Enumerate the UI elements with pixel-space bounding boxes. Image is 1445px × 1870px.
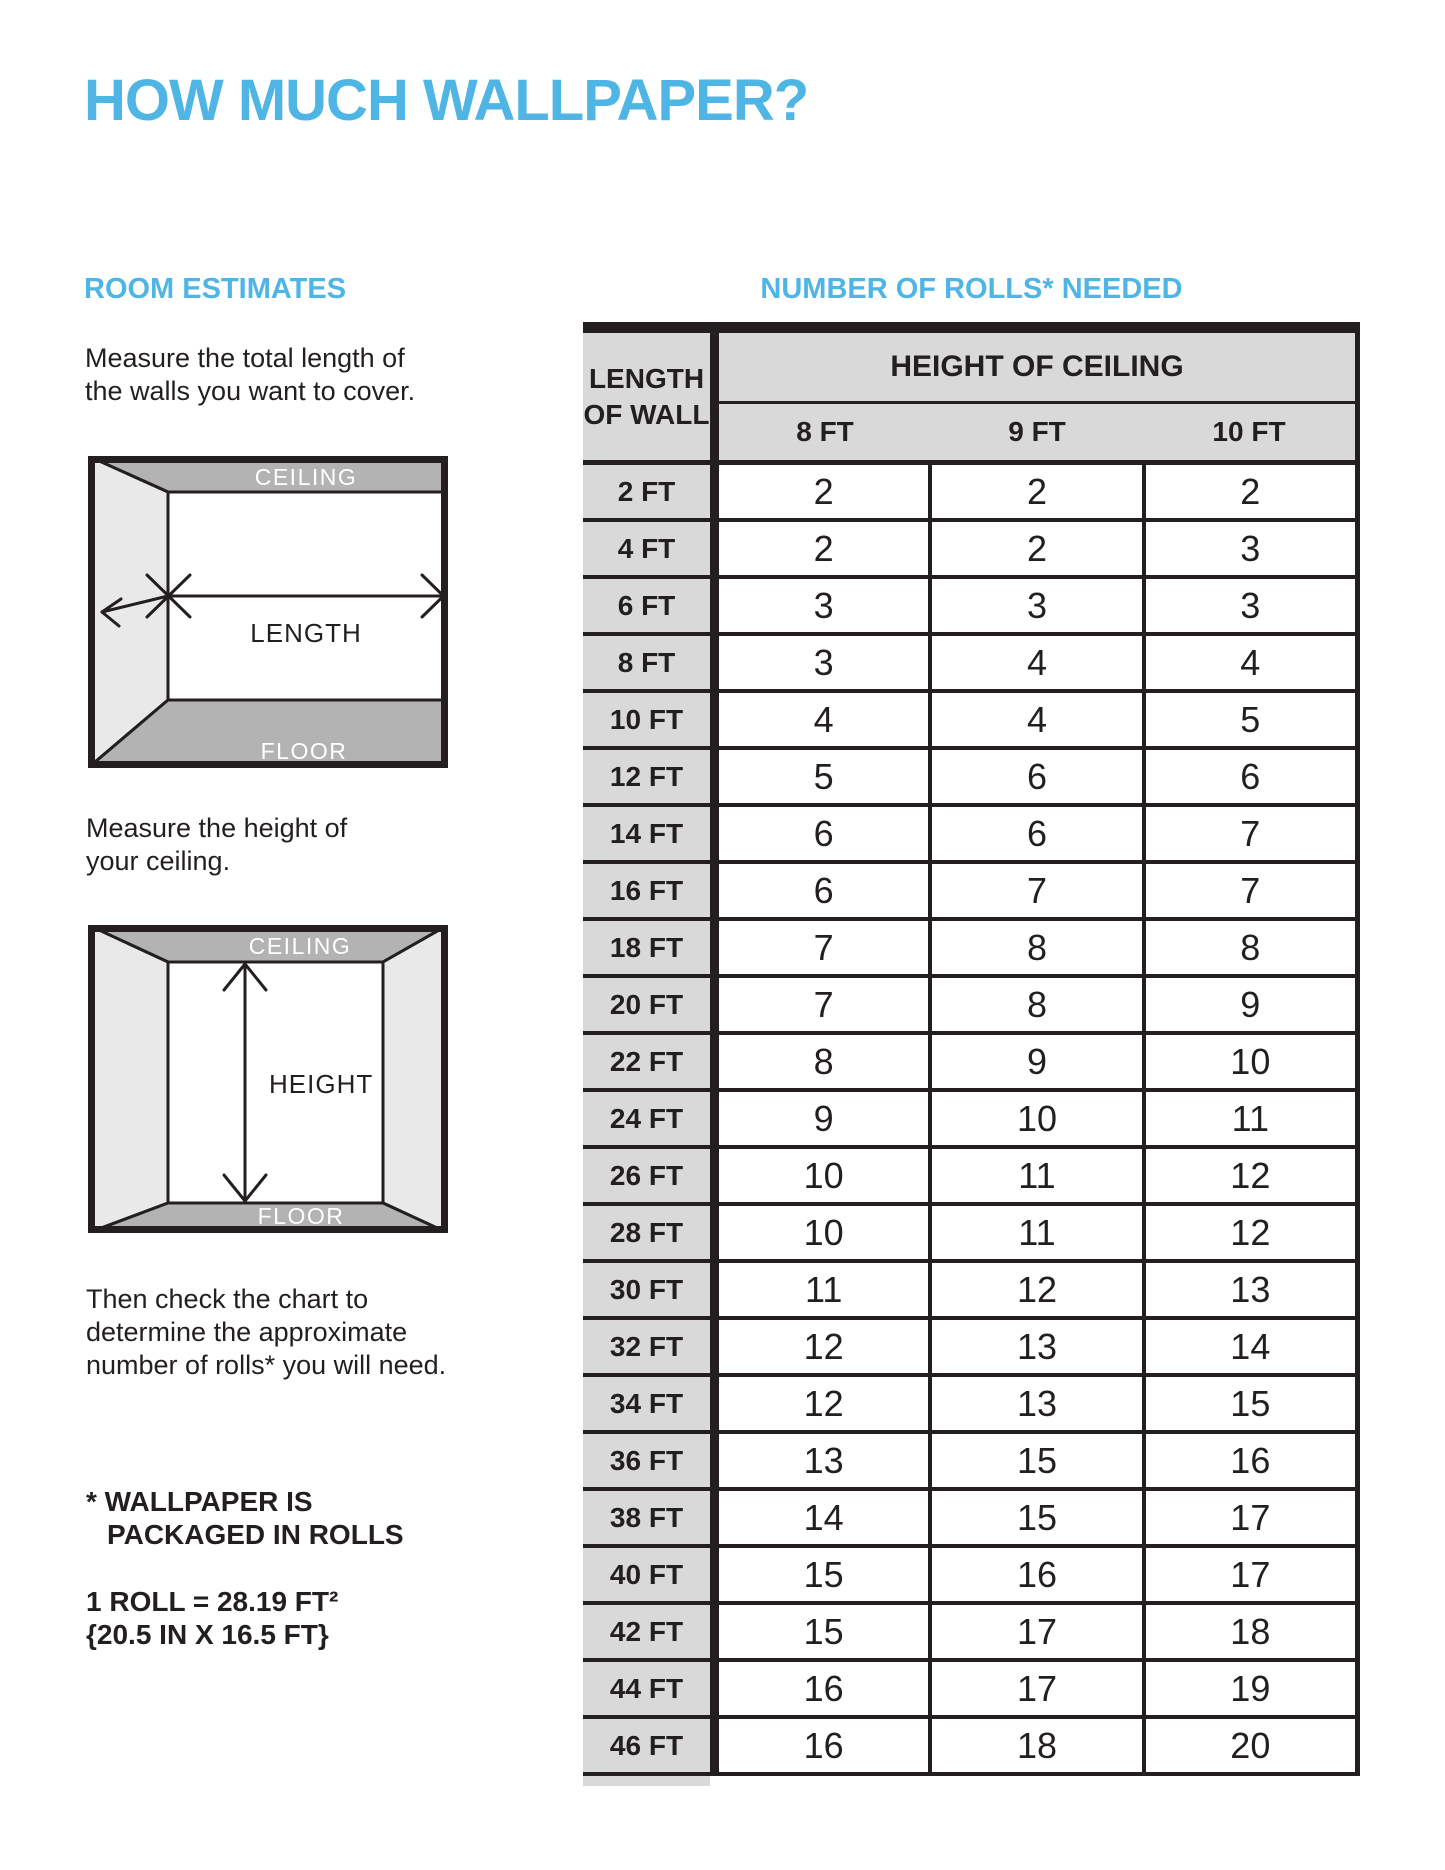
rolls-cell-9ft: 9 — [932, 1035, 1145, 1088]
table-vertical-divider — [710, 1206, 719, 1259]
rolls-cell-8ft: 3 — [719, 636, 932, 689]
rolls-cell-8ft: 12 — [719, 1320, 932, 1373]
table-row — [583, 921, 1360, 978]
rolls-cell-9ft: 16 — [932, 1548, 1145, 1601]
rolls-cell-9ft: 7 — [932, 864, 1145, 917]
rolls-cell-9ft: 17 — [932, 1605, 1145, 1658]
wall-length-label: 34 FT — [583, 1377, 710, 1430]
rolls-cell-8ft: 2 — [719, 465, 932, 518]
floor-label: FLOOR — [260, 738, 348, 764]
wall-length-label: 24 FT — [583, 1092, 710, 1145]
text-line: Measure the total length of — [85, 343, 405, 373]
table-vertical-divider — [710, 1035, 719, 1088]
table-row — [583, 807, 1360, 864]
rolls-cell-9ft: 8 — [932, 921, 1145, 974]
left-wall — [88, 925, 168, 1233]
rolls-cell-10ft: 6 — [1146, 750, 1355, 803]
text-line: determine the approximate — [86, 1317, 408, 1347]
rolls-cell-10ft: 3 — [1146, 522, 1355, 575]
table-vertical-divider — [710, 522, 719, 575]
rolls-cell-8ft: 9 — [719, 1092, 932, 1145]
rolls-cell-8ft: 7 — [719, 921, 932, 974]
wall-length-label: 12 FT — [583, 750, 710, 803]
rolls-cell-9ft: 4 — [932, 693, 1145, 746]
wall-length-label: 18 FT — [583, 921, 710, 974]
rolls-cell-10ft: 4 — [1146, 636, 1355, 689]
room-length-diagram — [88, 456, 448, 768]
table-row — [583, 1092, 1360, 1149]
wall-length-label: 26 FT — [583, 1149, 710, 1202]
rolls-cell-8ft: 10 — [719, 1149, 932, 1202]
right-wall — [383, 925, 448, 1233]
text-line: PACKAGED IN ROLLS — [107, 1519, 404, 1550]
rolls-cell-10ft: 20 — [1146, 1719, 1355, 1772]
rolls-table — [583, 322, 1360, 1786]
rolls-cell-9ft: 3 — [932, 579, 1145, 632]
rolls-cell-10ft: 7 — [1146, 864, 1355, 917]
rolls-cell-8ft: 7 — [719, 978, 932, 1031]
rolls-cell-9ft: 17 — [932, 1662, 1145, 1715]
rolls-cell-9ft: 2 — [932, 522, 1145, 575]
ceiling-label: CEILING — [254, 464, 358, 490]
table-row — [583, 1719, 1360, 1776]
table-row — [583, 1035, 1360, 1092]
text-line: the walls you want to cover. — [85, 376, 416, 406]
rolls-cell-10ft: 3 — [1146, 579, 1355, 632]
rolls-cell-9ft: 18 — [932, 1719, 1145, 1772]
table-vertical-divider — [710, 1149, 719, 1202]
rolls-cell-10ft: 12 — [1146, 1206, 1355, 1259]
table-vertical-divider — [710, 750, 719, 803]
wall-length-label: 46 FT — [583, 1719, 710, 1772]
table-vertical-divider — [710, 921, 719, 974]
ceiling-header-group — [719, 333, 1355, 460]
rolls-cell-10ft: 17 — [1146, 1491, 1355, 1544]
group-header-height-of-ceiling: HEIGHT OF CEILING — [719, 333, 1355, 404]
table-row — [583, 693, 1360, 750]
table-vertical-divider — [710, 1320, 719, 1373]
text-line: LENGTH — [588, 362, 705, 394]
rolls-cell-8ft: 10 — [719, 1206, 932, 1259]
table-vertical-divider — [710, 1548, 719, 1601]
rolls-cell-8ft: 15 — [719, 1548, 932, 1601]
rolls-cell-10ft: 7 — [1146, 807, 1355, 860]
rolls-cell-9ft: 2 — [932, 465, 1145, 518]
table-vertical-divider — [710, 579, 719, 632]
wall-length-label: 10 FT — [583, 693, 710, 746]
rolls-cell-10ft: 18 — [1146, 1605, 1355, 1658]
rolls-cell-9ft: 13 — [932, 1320, 1145, 1373]
rolls-cell-8ft: 15 — [719, 1605, 932, 1658]
wall-length-label: 30 FT — [583, 1263, 710, 1316]
wall-length-label: 4 FT — [583, 522, 710, 575]
table-vertical-divider — [710, 978, 719, 1031]
wall-length-label: 14 FT — [583, 807, 710, 860]
rolls-cell-10ft: 15 — [1146, 1377, 1355, 1430]
rolls-cell-9ft: 11 — [932, 1149, 1145, 1202]
rolls-cell-8ft: 14 — [719, 1491, 932, 1544]
table-vertical-divider — [710, 333, 719, 460]
table-header — [583, 333, 1360, 465]
height-label: HEIGHT — [269, 1069, 374, 1099]
text-line: * WALLPAPER IS — [86, 1486, 313, 1517]
rolls-cell-10ft: 14 — [1146, 1320, 1355, 1373]
table-vertical-divider — [710, 807, 719, 860]
rolls-cell-9ft: 4 — [932, 636, 1145, 689]
table-row — [583, 1605, 1360, 1662]
table-footer-tab — [583, 1776, 710, 1786]
table-vertical-divider — [710, 1719, 719, 1772]
table-row — [583, 579, 1360, 636]
rolls-cell-8ft: 12 — [719, 1377, 932, 1430]
rolls-cell-10ft: 5 — [1146, 693, 1355, 746]
table-vertical-divider — [710, 465, 719, 518]
rolls-needed-heading: NUMBER OF ROLLS* NEEDED — [760, 273, 1183, 305]
wall-length-label: 42 FT — [583, 1605, 710, 1658]
table-row — [583, 1149, 1360, 1206]
rolls-cell-9ft: 15 — [932, 1491, 1145, 1544]
wall-length-label: 16 FT — [583, 864, 710, 917]
table-vertical-divider — [710, 1491, 719, 1544]
rolls-cell-9ft: 15 — [932, 1434, 1145, 1487]
rolls-cell-10ft: 12 — [1146, 1149, 1355, 1202]
wall-length-label: 8 FT — [583, 636, 710, 689]
table-row — [583, 1377, 1360, 1434]
rolls-cell-9ft: 12 — [932, 1263, 1145, 1316]
rolls-cell-10ft: 13 — [1146, 1263, 1355, 1316]
table-vertical-divider — [710, 1605, 719, 1658]
table-vertical-divider — [710, 1092, 719, 1145]
rolls-cell-9ft: 8 — [932, 978, 1145, 1031]
column-header-10ft: 10 FT — [1212, 416, 1286, 447]
column-header-length-of-wall — [583, 333, 710, 460]
text-line: your ceiling. — [86, 846, 231, 876]
text-line: number of rolls* you will need. — [86, 1350, 447, 1380]
wall-length-label: 20 FT — [583, 978, 710, 1031]
wall-length-label: 36 FT — [583, 1434, 710, 1487]
rolls-cell-9ft: 10 — [932, 1092, 1145, 1145]
rolls-cell-10ft: 2 — [1146, 465, 1355, 518]
room-estimates-heading: ROOM ESTIMATES — [84, 273, 347, 305]
wall-length-label: 28 FT — [583, 1206, 710, 1259]
table-vertical-divider — [710, 693, 719, 746]
page-title: HOW MUCH WALLPAPER? — [84, 68, 809, 133]
table-row — [583, 864, 1360, 921]
text-line: Measure the height of — [86, 813, 348, 843]
rolls-cell-8ft: 13 — [719, 1434, 932, 1487]
text-line: 1 ROLL = 28.19 FT² — [86, 1586, 339, 1617]
table-vertical-divider — [710, 1263, 719, 1316]
wall-length-label: 38 FT — [583, 1491, 710, 1544]
table-row — [583, 636, 1360, 693]
rolls-cell-10ft: 17 — [1146, 1548, 1355, 1601]
table-row — [583, 522, 1360, 579]
rolls-cell-8ft: 3 — [719, 579, 932, 632]
room-height-diagram — [88, 925, 448, 1233]
rolls-cell-10ft: 16 — [1146, 1434, 1355, 1487]
text-line: {20.5 IN X 16.5 FT} — [86, 1619, 329, 1650]
text-line: Then check the chart to — [86, 1284, 369, 1314]
table-row — [583, 1662, 1360, 1719]
rolls-cell-8ft: 6 — [719, 807, 932, 860]
rolls-cell-9ft: 11 — [932, 1206, 1145, 1259]
table-row — [583, 1263, 1360, 1320]
table-vertical-divider — [710, 636, 719, 689]
rolls-cell-8ft: 5 — [719, 750, 932, 803]
table-row — [583, 1491, 1360, 1548]
column-header-8ft: 8 FT — [796, 416, 854, 447]
rolls-cell-9ft: 13 — [932, 1377, 1145, 1430]
rolls-cell-10ft: 11 — [1146, 1092, 1355, 1145]
wallpaper-rolls-footnote — [86, 1485, 404, 1551]
rolls-cell-8ft: 4 — [719, 693, 932, 746]
rolls-cell-8ft: 16 — [719, 1662, 932, 1715]
table-vertical-divider — [710, 1434, 719, 1487]
table-body — [583, 465, 1360, 1776]
floor-label: FLOOR — [257, 1203, 345, 1229]
table-vertical-divider — [710, 1377, 719, 1430]
table-row — [583, 750, 1360, 807]
rolls-cell-8ft: 8 — [719, 1035, 932, 1088]
rolls-cell-9ft: 6 — [932, 750, 1145, 803]
table-top-border — [583, 322, 1360, 333]
rolls-cell-8ft: 11 — [719, 1263, 932, 1316]
table-row — [583, 1548, 1360, 1605]
table-row — [583, 465, 1360, 522]
table-row — [583, 1434, 1360, 1491]
instruction-check-chart — [86, 1283, 446, 1382]
rolls-cell-10ft: 9 — [1146, 978, 1355, 1031]
rolls-cell-10ft: 10 — [1146, 1035, 1355, 1088]
rolls-cell-8ft: 6 — [719, 864, 932, 917]
rolls-cell-8ft: 16 — [719, 1719, 932, 1772]
text-line: OF WALL — [583, 398, 710, 430]
table-vertical-divider — [710, 864, 719, 917]
wall-length-label: 6 FT — [583, 579, 710, 632]
column-header-9ft: 9 FT — [1008, 416, 1066, 447]
rolls-cell-8ft: 2 — [719, 522, 932, 575]
wall-length-label: 44 FT — [583, 1662, 710, 1715]
instruction-measure-length — [85, 342, 415, 408]
wall-length-label: 32 FT — [583, 1320, 710, 1373]
rolls-cell-10ft: 19 — [1146, 1662, 1355, 1715]
ceiling-height-subheaders — [719, 404, 1355, 460]
roll-size-info — [86, 1585, 338, 1651]
rolls-cell-10ft: 8 — [1146, 921, 1355, 974]
length-label: LENGTH — [250, 618, 362, 648]
rolls-cell-9ft: 6 — [932, 807, 1145, 860]
wall-length-label: 2 FT — [583, 465, 710, 518]
wall-length-label: 40 FT — [583, 1548, 710, 1601]
table-row — [583, 978, 1360, 1035]
wall-length-label: 22 FT — [583, 1035, 710, 1088]
table-row — [583, 1206, 1360, 1263]
table-vertical-divider — [710, 1662, 719, 1715]
table-row — [583, 1320, 1360, 1377]
ceiling-label: CEILING — [248, 933, 352, 959]
instruction-measure-height — [86, 812, 347, 878]
